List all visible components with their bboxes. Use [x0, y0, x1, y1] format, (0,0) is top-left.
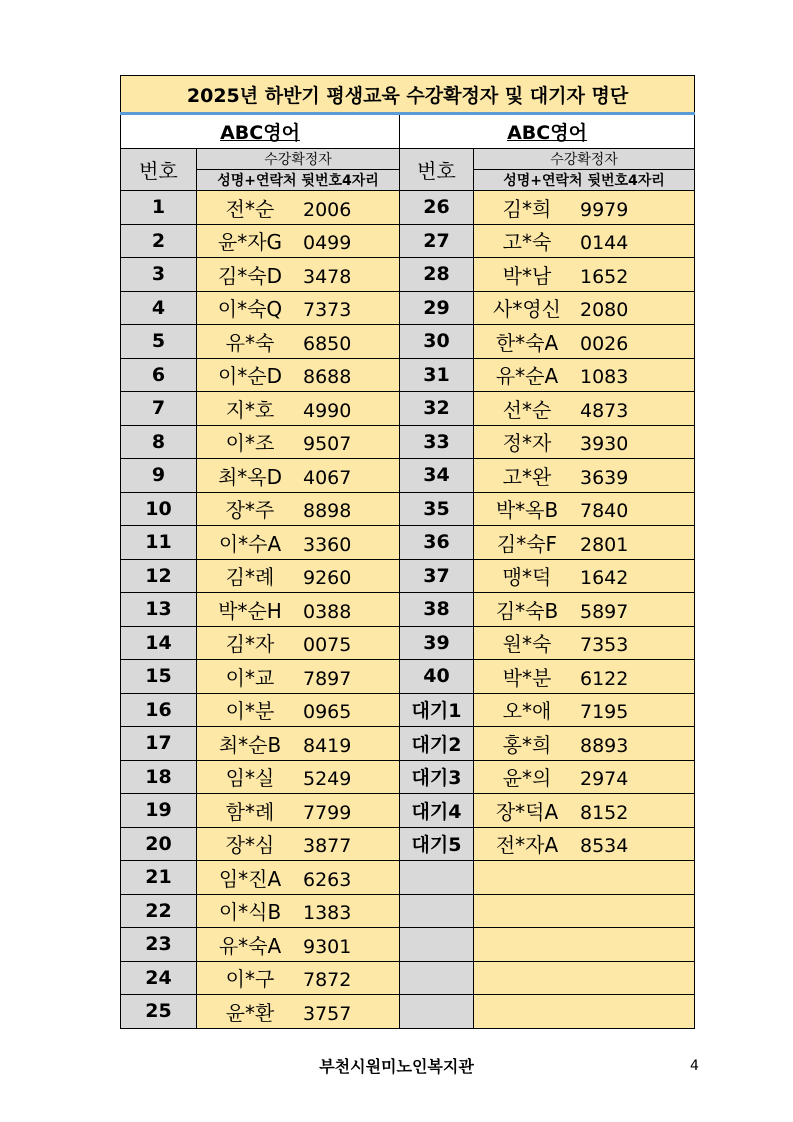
- phone-last4: 0499: [303, 232, 352, 255]
- member-name: 유*숙: [225, 330, 275, 355]
- table-row: [121, 425, 695, 459]
- member-name: 김*자: [225, 632, 275, 657]
- member-name: 사*영신: [493, 297, 561, 322]
- table-row: [121, 961, 695, 995]
- row-number: 13: [121, 593, 197, 627]
- table-row: [121, 224, 695, 258]
- row-number: 27: [400, 224, 474, 258]
- roster-table: [120, 75, 695, 1029]
- table-row: [121, 492, 695, 526]
- phone-last4: 6850: [303, 332, 352, 355]
- member-name: 이*구: [225, 967, 275, 992]
- member-cell: [474, 928, 695, 962]
- member-name: 이*순D: [217, 364, 283, 389]
- member-cell: [474, 258, 695, 292]
- member-name: 이*분: [225, 699, 275, 724]
- right-confirmed-header: 수강확정자: [474, 149, 695, 170]
- row-number: 5: [121, 325, 197, 359]
- table-row: [121, 794, 695, 828]
- member-cell: [474, 593, 695, 627]
- table-row: [121, 626, 695, 660]
- member-name: 유*순A: [495, 364, 559, 389]
- row-number: 8: [121, 425, 197, 459]
- row-number: [400, 894, 474, 928]
- member-cell: [474, 626, 695, 660]
- member-name: 전*순: [225, 196, 275, 221]
- phone-last4: 5897: [580, 600, 629, 623]
- member-name: 고*숙: [502, 230, 552, 255]
- row-number: [400, 995, 474, 1029]
- phone-last4: 2974: [580, 768, 629, 791]
- row-number: [400, 928, 474, 962]
- member-name: 김*례: [225, 565, 275, 590]
- table-row: [121, 894, 695, 928]
- row-number: 17: [121, 727, 197, 761]
- table-row: [121, 459, 695, 493]
- member-cell: [197, 626, 400, 660]
- member-cell: [474, 961, 695, 995]
- right-no-header: 번호: [400, 149, 474, 191]
- member-name: 이*수A: [218, 531, 282, 556]
- table-row: [121, 727, 695, 761]
- member-cell: [197, 660, 400, 694]
- phone-last4: 7195: [580, 701, 629, 724]
- phone-last4: 4873: [580, 399, 629, 422]
- member-name: 지*호: [225, 397, 275, 422]
- table-row: [121, 861, 695, 895]
- member-cell: [197, 358, 400, 392]
- member-name: 임*진A: [218, 866, 282, 891]
- row-number: 39: [400, 626, 474, 660]
- row-number: 1: [121, 191, 197, 225]
- member-name: 전*자A: [495, 833, 559, 858]
- table-row: [121, 191, 695, 225]
- member-cell: [474, 827, 695, 861]
- member-name: 김*숙F: [496, 531, 558, 556]
- row-number: 대기4: [400, 794, 474, 828]
- row-number: 16: [121, 693, 197, 727]
- left-course-title: ABC영어: [121, 114, 400, 149]
- row-number: 35: [400, 492, 474, 526]
- row-number: 2: [121, 224, 197, 258]
- phone-last4: 7872: [303, 969, 352, 992]
- member-name: 김*숙B: [495, 598, 559, 623]
- phone-last4: 1642: [580, 567, 629, 590]
- member-name: 장*덕A: [495, 799, 559, 824]
- phone-last4: 6122: [580, 667, 629, 690]
- row-number: 대기2: [400, 727, 474, 761]
- table-row: [121, 693, 695, 727]
- member-cell: [474, 559, 695, 593]
- row-number: 21: [121, 861, 197, 895]
- member-name: 이*식B: [218, 900, 282, 925]
- row-number: 18: [121, 760, 197, 794]
- member-cell: [197, 894, 400, 928]
- row-number: 29: [400, 291, 474, 325]
- member-cell: [197, 928, 400, 962]
- member-cell: [197, 827, 400, 861]
- member-name: 박*남: [502, 263, 552, 288]
- member-cell: [197, 392, 400, 426]
- phone-last4: 9260: [303, 567, 352, 590]
- phone-last4: 0075: [303, 634, 352, 657]
- table-row: [121, 392, 695, 426]
- phone-last4: 3478: [303, 265, 352, 288]
- row-number: [400, 961, 474, 995]
- member-cell: [474, 291, 695, 325]
- phone-last4: 3877: [303, 835, 352, 858]
- phone-last4: 2006: [303, 198, 352, 221]
- phone-last4: 8152: [580, 801, 629, 824]
- phone-last4: 7840: [580, 500, 629, 523]
- member-name: 김*숙D: [217, 263, 283, 288]
- table-row: [121, 358, 695, 392]
- row-number: 9: [121, 459, 197, 493]
- row-number: 24: [121, 961, 197, 995]
- phone-last4: 0144: [580, 232, 629, 255]
- left-no-header: 번호: [121, 149, 197, 191]
- row-number: 15: [121, 660, 197, 694]
- phone-last4: 6263: [303, 868, 352, 891]
- phone-last4: 3639: [580, 466, 629, 489]
- member-name: 홍*희: [502, 732, 552, 757]
- member-cell: [474, 392, 695, 426]
- member-name: 한*숙A: [495, 330, 559, 355]
- row-number: 37: [400, 559, 474, 593]
- row-number: 34: [400, 459, 474, 493]
- member-name: 이*숙Q: [217, 297, 283, 322]
- member-cell: [474, 660, 695, 694]
- phone-last4: 8419: [303, 734, 352, 757]
- member-name: 윤*환: [225, 1000, 275, 1025]
- table-row: [121, 760, 695, 794]
- member-name: 박*분: [502, 665, 552, 690]
- table-row: [121, 928, 695, 962]
- member-name: 선*순: [502, 397, 552, 422]
- member-cell: [474, 358, 695, 392]
- member-name: 오*애: [502, 699, 552, 724]
- phone-last4: 0388: [303, 600, 352, 623]
- member-cell: [197, 526, 400, 560]
- row-number: 26: [400, 191, 474, 225]
- member-cell: [474, 794, 695, 828]
- left-confirmed-header: 수강확정자: [197, 149, 400, 170]
- row-number: 14: [121, 626, 197, 660]
- member-cell: [474, 191, 695, 225]
- member-cell: [197, 191, 400, 225]
- member-cell: [474, 894, 695, 928]
- row-number: 31: [400, 358, 474, 392]
- phone-last4: 3930: [580, 433, 629, 456]
- member-cell: [197, 258, 400, 292]
- phone-last4: 3360: [303, 533, 352, 556]
- member-name: 원*숙: [502, 632, 552, 657]
- row-number: 4: [121, 291, 197, 325]
- phone-last4: 7353: [580, 634, 629, 657]
- member-name: 윤*자G: [217, 230, 283, 255]
- phone-last4: 2080: [580, 299, 629, 322]
- row-number: 대기5: [400, 827, 474, 861]
- row-number: 대기1: [400, 693, 474, 727]
- member-cell: [197, 459, 400, 493]
- table-row: [121, 325, 695, 359]
- left-info-header: 성명+연락처 뒷번호4자리: [197, 170, 400, 191]
- table-row: [121, 559, 695, 593]
- row-number: 33: [400, 425, 474, 459]
- phone-last4: 5249: [303, 768, 352, 791]
- phone-last4: 8534: [580, 835, 629, 858]
- member-cell: [197, 325, 400, 359]
- phone-last4: 7897: [303, 667, 352, 690]
- member-name: 정*자: [502, 431, 552, 456]
- row-number: 30: [400, 325, 474, 359]
- table-row: [121, 258, 695, 292]
- phone-last4: 2801: [580, 533, 629, 556]
- page-title: 2025년 하반기 평생교육 수강확정자 및 대기자 명단: [121, 76, 695, 114]
- right-course-title: ABC영어: [400, 114, 695, 149]
- row-number: 6: [121, 358, 197, 392]
- member-name: 윤*의: [502, 766, 552, 791]
- member-cell: [197, 961, 400, 995]
- member-cell: [474, 760, 695, 794]
- phone-last4: 0965: [303, 701, 352, 724]
- member-cell: [474, 693, 695, 727]
- phone-last4: 9301: [303, 935, 352, 958]
- phone-last4: 9507: [303, 433, 352, 456]
- member-name: 이*교: [225, 665, 275, 690]
- member-cell: [197, 693, 400, 727]
- member-name: 최*옥D: [217, 464, 283, 489]
- member-name: 박*옥B: [495, 498, 559, 523]
- phone-last4: 1083: [580, 366, 629, 389]
- member-cell: [197, 861, 400, 895]
- member-name: 최*순B: [218, 732, 282, 757]
- phone-last4: 3757: [303, 1002, 352, 1025]
- member-cell: [474, 861, 695, 895]
- table-row: [121, 291, 695, 325]
- phone-last4: 9979: [580, 198, 629, 221]
- row-number: 40: [400, 660, 474, 694]
- member-name: 박*순H: [218, 598, 282, 623]
- phone-last4: 0026: [580, 332, 629, 355]
- phone-last4: 1383: [303, 902, 352, 925]
- organization-footer: 부천시원미노인복지관: [319, 1057, 474, 1076]
- row-number: 10: [121, 492, 197, 526]
- row-number: 36: [400, 526, 474, 560]
- row-number: 32: [400, 392, 474, 426]
- phone-last4: 7799: [303, 801, 352, 824]
- table-row: [121, 593, 695, 627]
- row-number: 23: [121, 928, 197, 962]
- member-name: 장*주: [225, 498, 275, 523]
- phone-last4: 4990: [303, 399, 352, 422]
- phone-last4: 4067: [303, 466, 352, 489]
- member-cell: [474, 727, 695, 761]
- row-number: 11: [121, 526, 197, 560]
- table-row: [121, 827, 695, 861]
- row-number: 25: [121, 995, 197, 1029]
- member-cell: [197, 224, 400, 258]
- member-name: 이*조: [225, 431, 275, 456]
- member-cell: [474, 425, 695, 459]
- member-cell: [197, 760, 400, 794]
- member-cell: [197, 425, 400, 459]
- member-cell: [474, 526, 695, 560]
- member-name: 고*완: [502, 464, 552, 489]
- row-number: 38: [400, 593, 474, 627]
- table-row: [121, 526, 695, 560]
- row-number: 대기3: [400, 760, 474, 794]
- member-cell: [197, 794, 400, 828]
- member-name: 함*례: [225, 799, 275, 824]
- phone-last4: 8893: [580, 734, 629, 757]
- phone-last4: 1652: [580, 265, 629, 288]
- member-cell: [197, 727, 400, 761]
- member-name: 김*희: [502, 196, 552, 221]
- row-number: 7: [121, 392, 197, 426]
- member-cell: [474, 325, 695, 359]
- member-name: 유*숙A: [218, 933, 282, 958]
- member-cell: [474, 224, 695, 258]
- row-number: [400, 861, 474, 895]
- row-number: 20: [121, 827, 197, 861]
- row-number: 19: [121, 794, 197, 828]
- roster-sheet: [120, 75, 694, 1029]
- row-number: 12: [121, 559, 197, 593]
- page-number: 4: [690, 1058, 699, 1074]
- member-cell: [197, 492, 400, 526]
- member-name: 임*실: [225, 766, 275, 791]
- member-name: 맹*덕: [502, 565, 552, 590]
- member-cell: [197, 995, 400, 1029]
- right-info-header: 성명+연락처 뒷번호4자리: [474, 170, 695, 191]
- phone-last4: 8688: [303, 366, 352, 389]
- member-cell: [197, 593, 400, 627]
- member-cell: [197, 291, 400, 325]
- table-row: [121, 660, 695, 694]
- member-cell: [474, 459, 695, 493]
- row-number: 3: [121, 258, 197, 292]
- member-cell: [474, 995, 695, 1029]
- phone-last4: 8898: [303, 500, 352, 523]
- member-cell: [197, 559, 400, 593]
- member-name: 장*심: [225, 833, 275, 858]
- row-number: 22: [121, 894, 197, 928]
- table-row: [121, 995, 695, 1029]
- row-number: 28: [400, 258, 474, 292]
- phone-last4: 7373: [303, 299, 352, 322]
- member-cell: [474, 492, 695, 526]
